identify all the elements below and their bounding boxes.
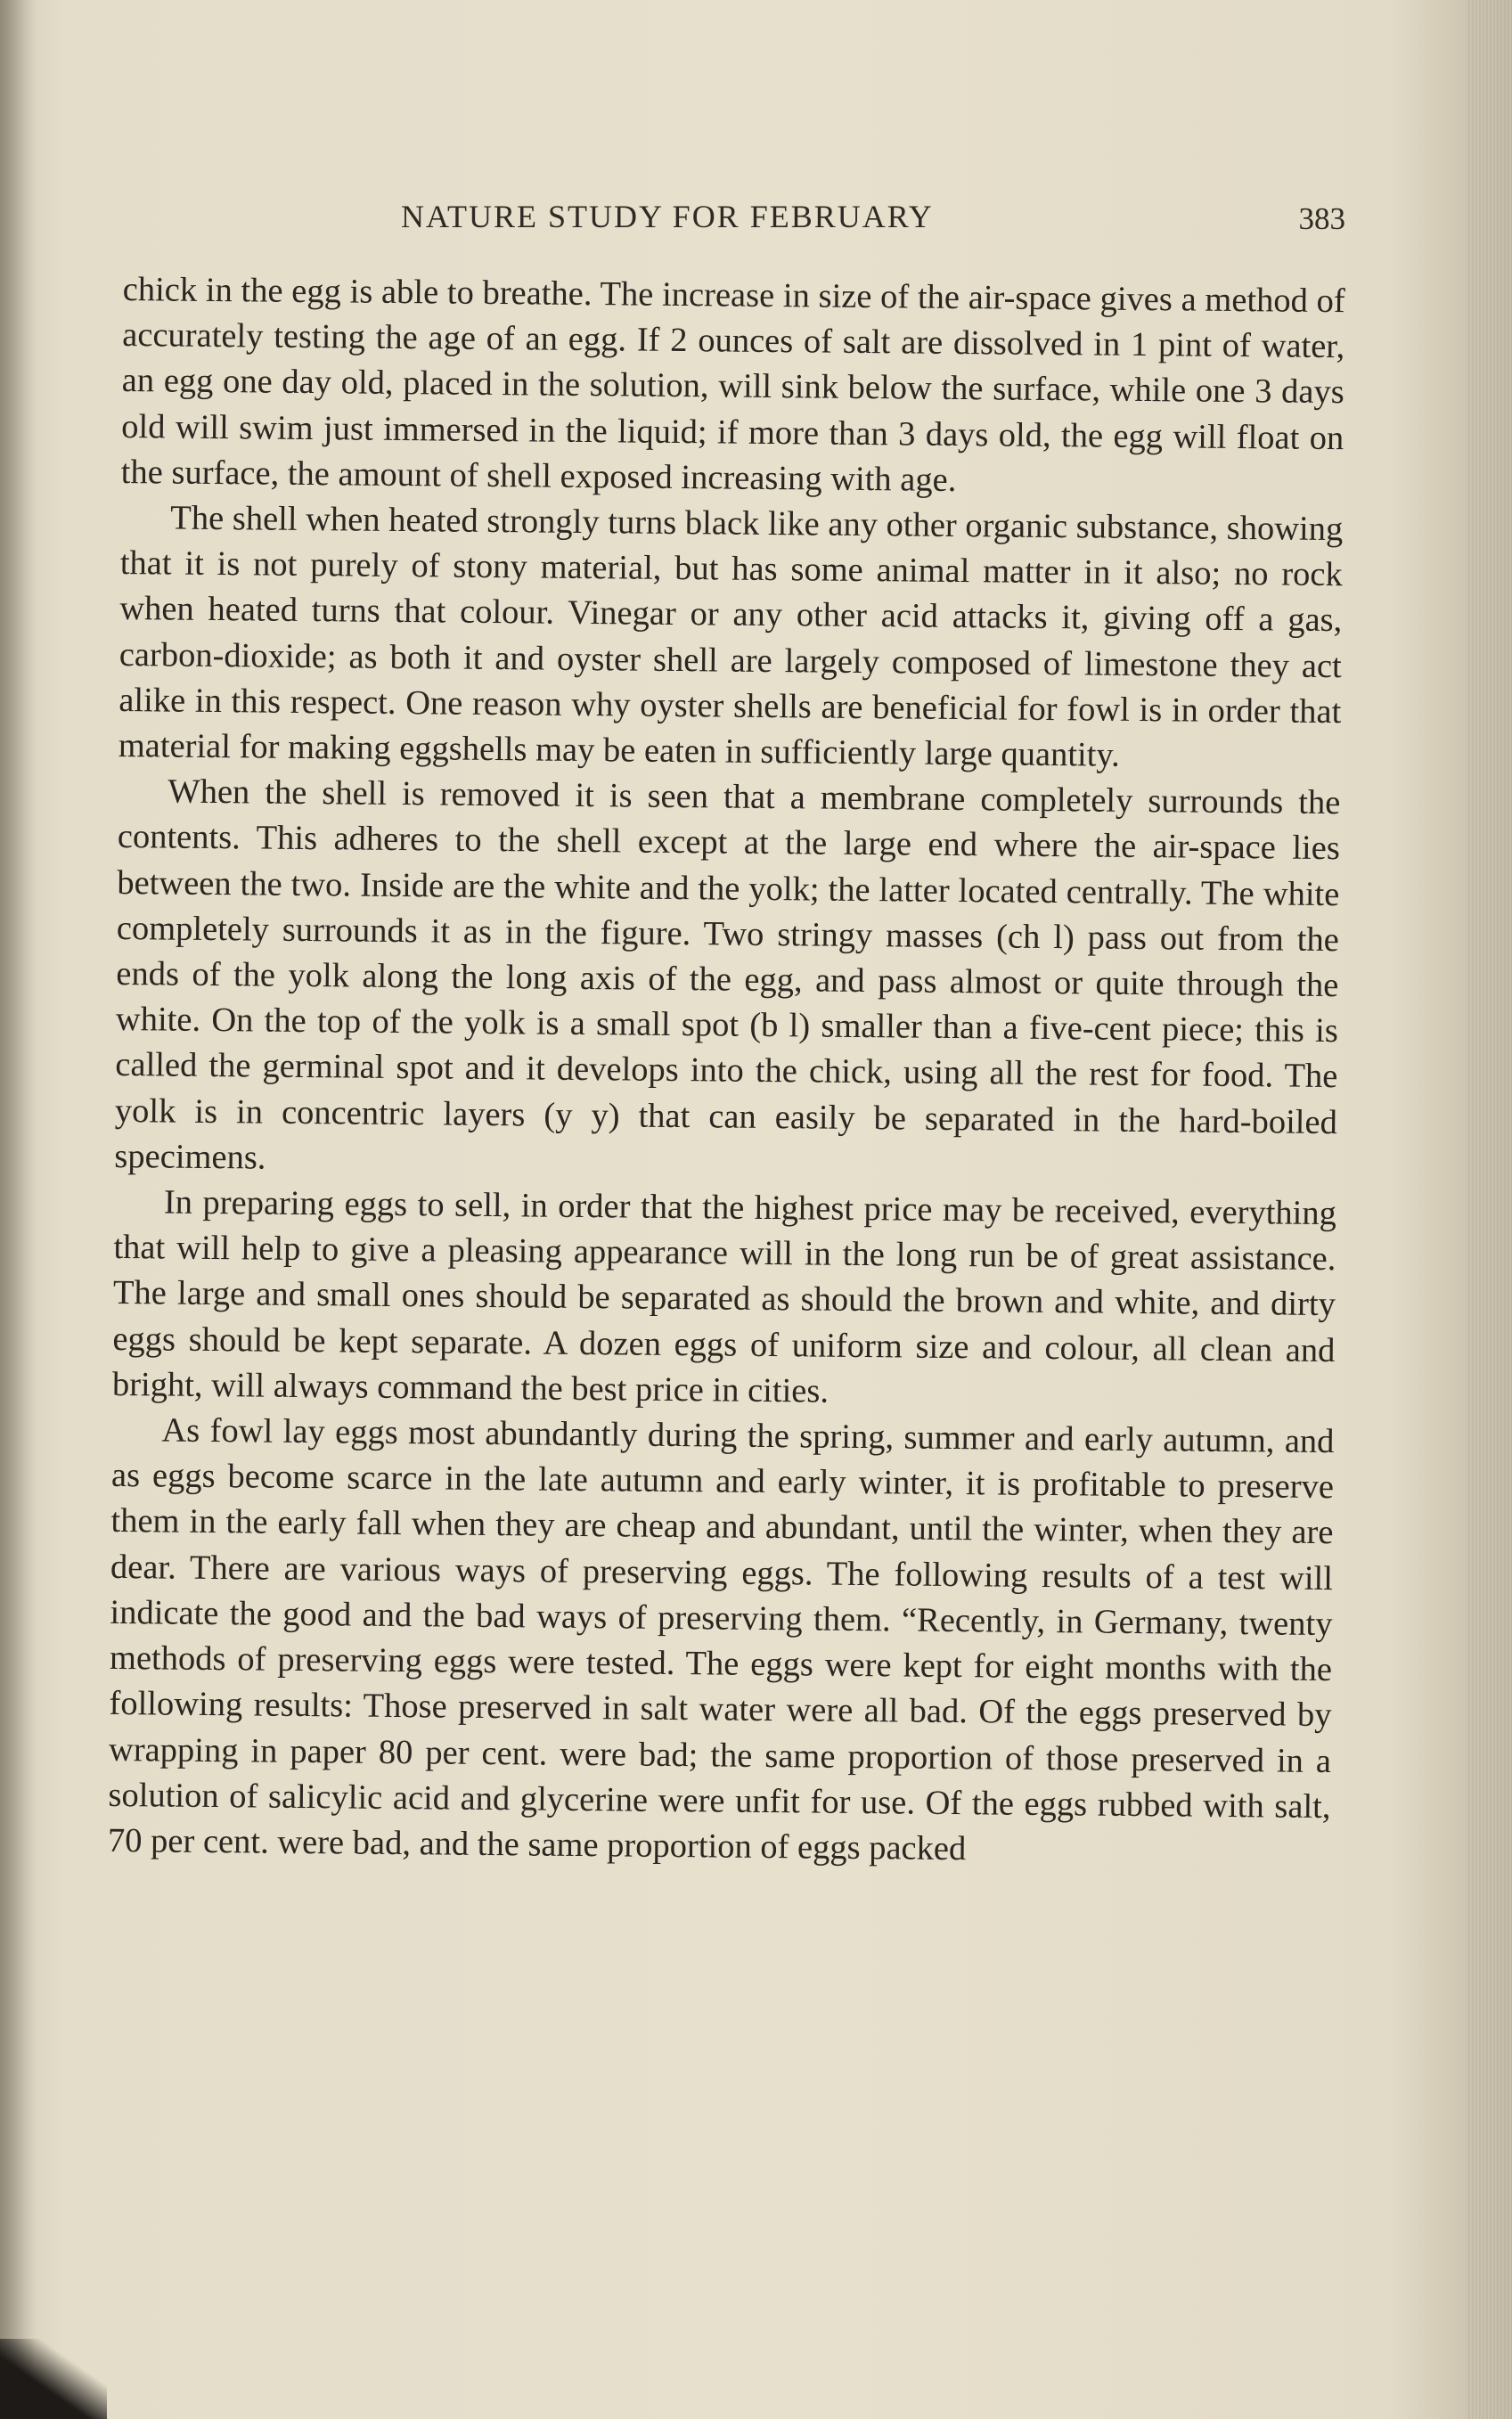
page-number: 383 xyxy=(1298,201,1345,236)
body-text xyxy=(108,267,1345,1876)
paragraph: The shell when heated strongly turns black like any other organic substance, showing that it is not purely of stony material, but has some animal matter in it also; no rock when heated turns that colour. Vinegar or any other acid attacks it, giving off a gas, carbon-dioxide; as both it and oyster shell are largely composed of limestone they act alike in this respect. One reason why oyster shells are beneficial for fowl is in order that material for making eggshells may be eaten in sufficiently large quantity. xyxy=(118,499,1344,774)
spine-shadow xyxy=(0,0,36,2419)
paragraph: chick in the egg is able to breathe. The increase in size of the air-space gives a method of accurately testing the age of an egg. If 2 ounces of salt are dissolved in 1 pint of water, an egg one day old, placed in the solution, will sink below the surface, while one 3 days old will swim just immersed in the liquid; if more than 3 days old, the egg will float on the surface, the amount of shell exposed increasing with age. xyxy=(120,270,1345,499)
paragraph: In preparing eggs to sell, in order that the highest price may be received, everything that will help to give a pleasing appearance will in the long run be of great assistance. The large and small ones should be separated as should the brown and white, and dirty eggs should be kept separate. A dozen eggs of uniform size and colour, all clean and bright, will always command the best price in cities. xyxy=(111,1183,1337,1410)
paragraph: When the shell is removed it is seen that a membrane completely surrounds the contents. This adheres to the shell except at the large end where the air-space lies between the two. Inside are the white and the yolk; the latter located centrally. The white completely surrounds it as in the figure. Two stringy masses (ch l) pass out from the ends of the yolk along the long axis of the egg, and pass almost or quite through the white. On the top of the yolk is a small spot (b l) smaller than a five-cent piece; this is called the germinal spot and it develops into the chick, using all the rest for food. The yolk is in concentric layers (y y) that can easily be separated in the hard-boiled specimens. xyxy=(114,772,1341,1177)
page-edges xyxy=(1467,0,1512,2419)
page-corner-shadow xyxy=(0,2339,107,2419)
page-header xyxy=(125,198,1345,242)
running-head: NATURE STUDY FOR FEBRUARY xyxy=(401,199,934,234)
paragraph: As fowl lay eggs most abundantly during the spring, summer and early autumn, and as eggs become scarce in the late autumn and early winter, it is profitable to preserve them in the early fall when they are cheap and abundant, until the winter, when they are dear. There are various ways of preserving eggs. The following results of a test will indicate the good and the bad ways of preserving them. “Recently, in Germany, twenty methods of preserving eggs were tested. The eggs were kept for eight months with the following results: Those preserved in salt water were all bad. Of the eggs preserved by wrapping in paper 80 per cent. were bad; the same proportion of those preserved in a solution of salicylic acid and glycerine were unfit for use. Of the eggs rubbed with salt, 70 per cent. were bad, and the same proportion of eggs packed xyxy=(107,1411,1335,1868)
